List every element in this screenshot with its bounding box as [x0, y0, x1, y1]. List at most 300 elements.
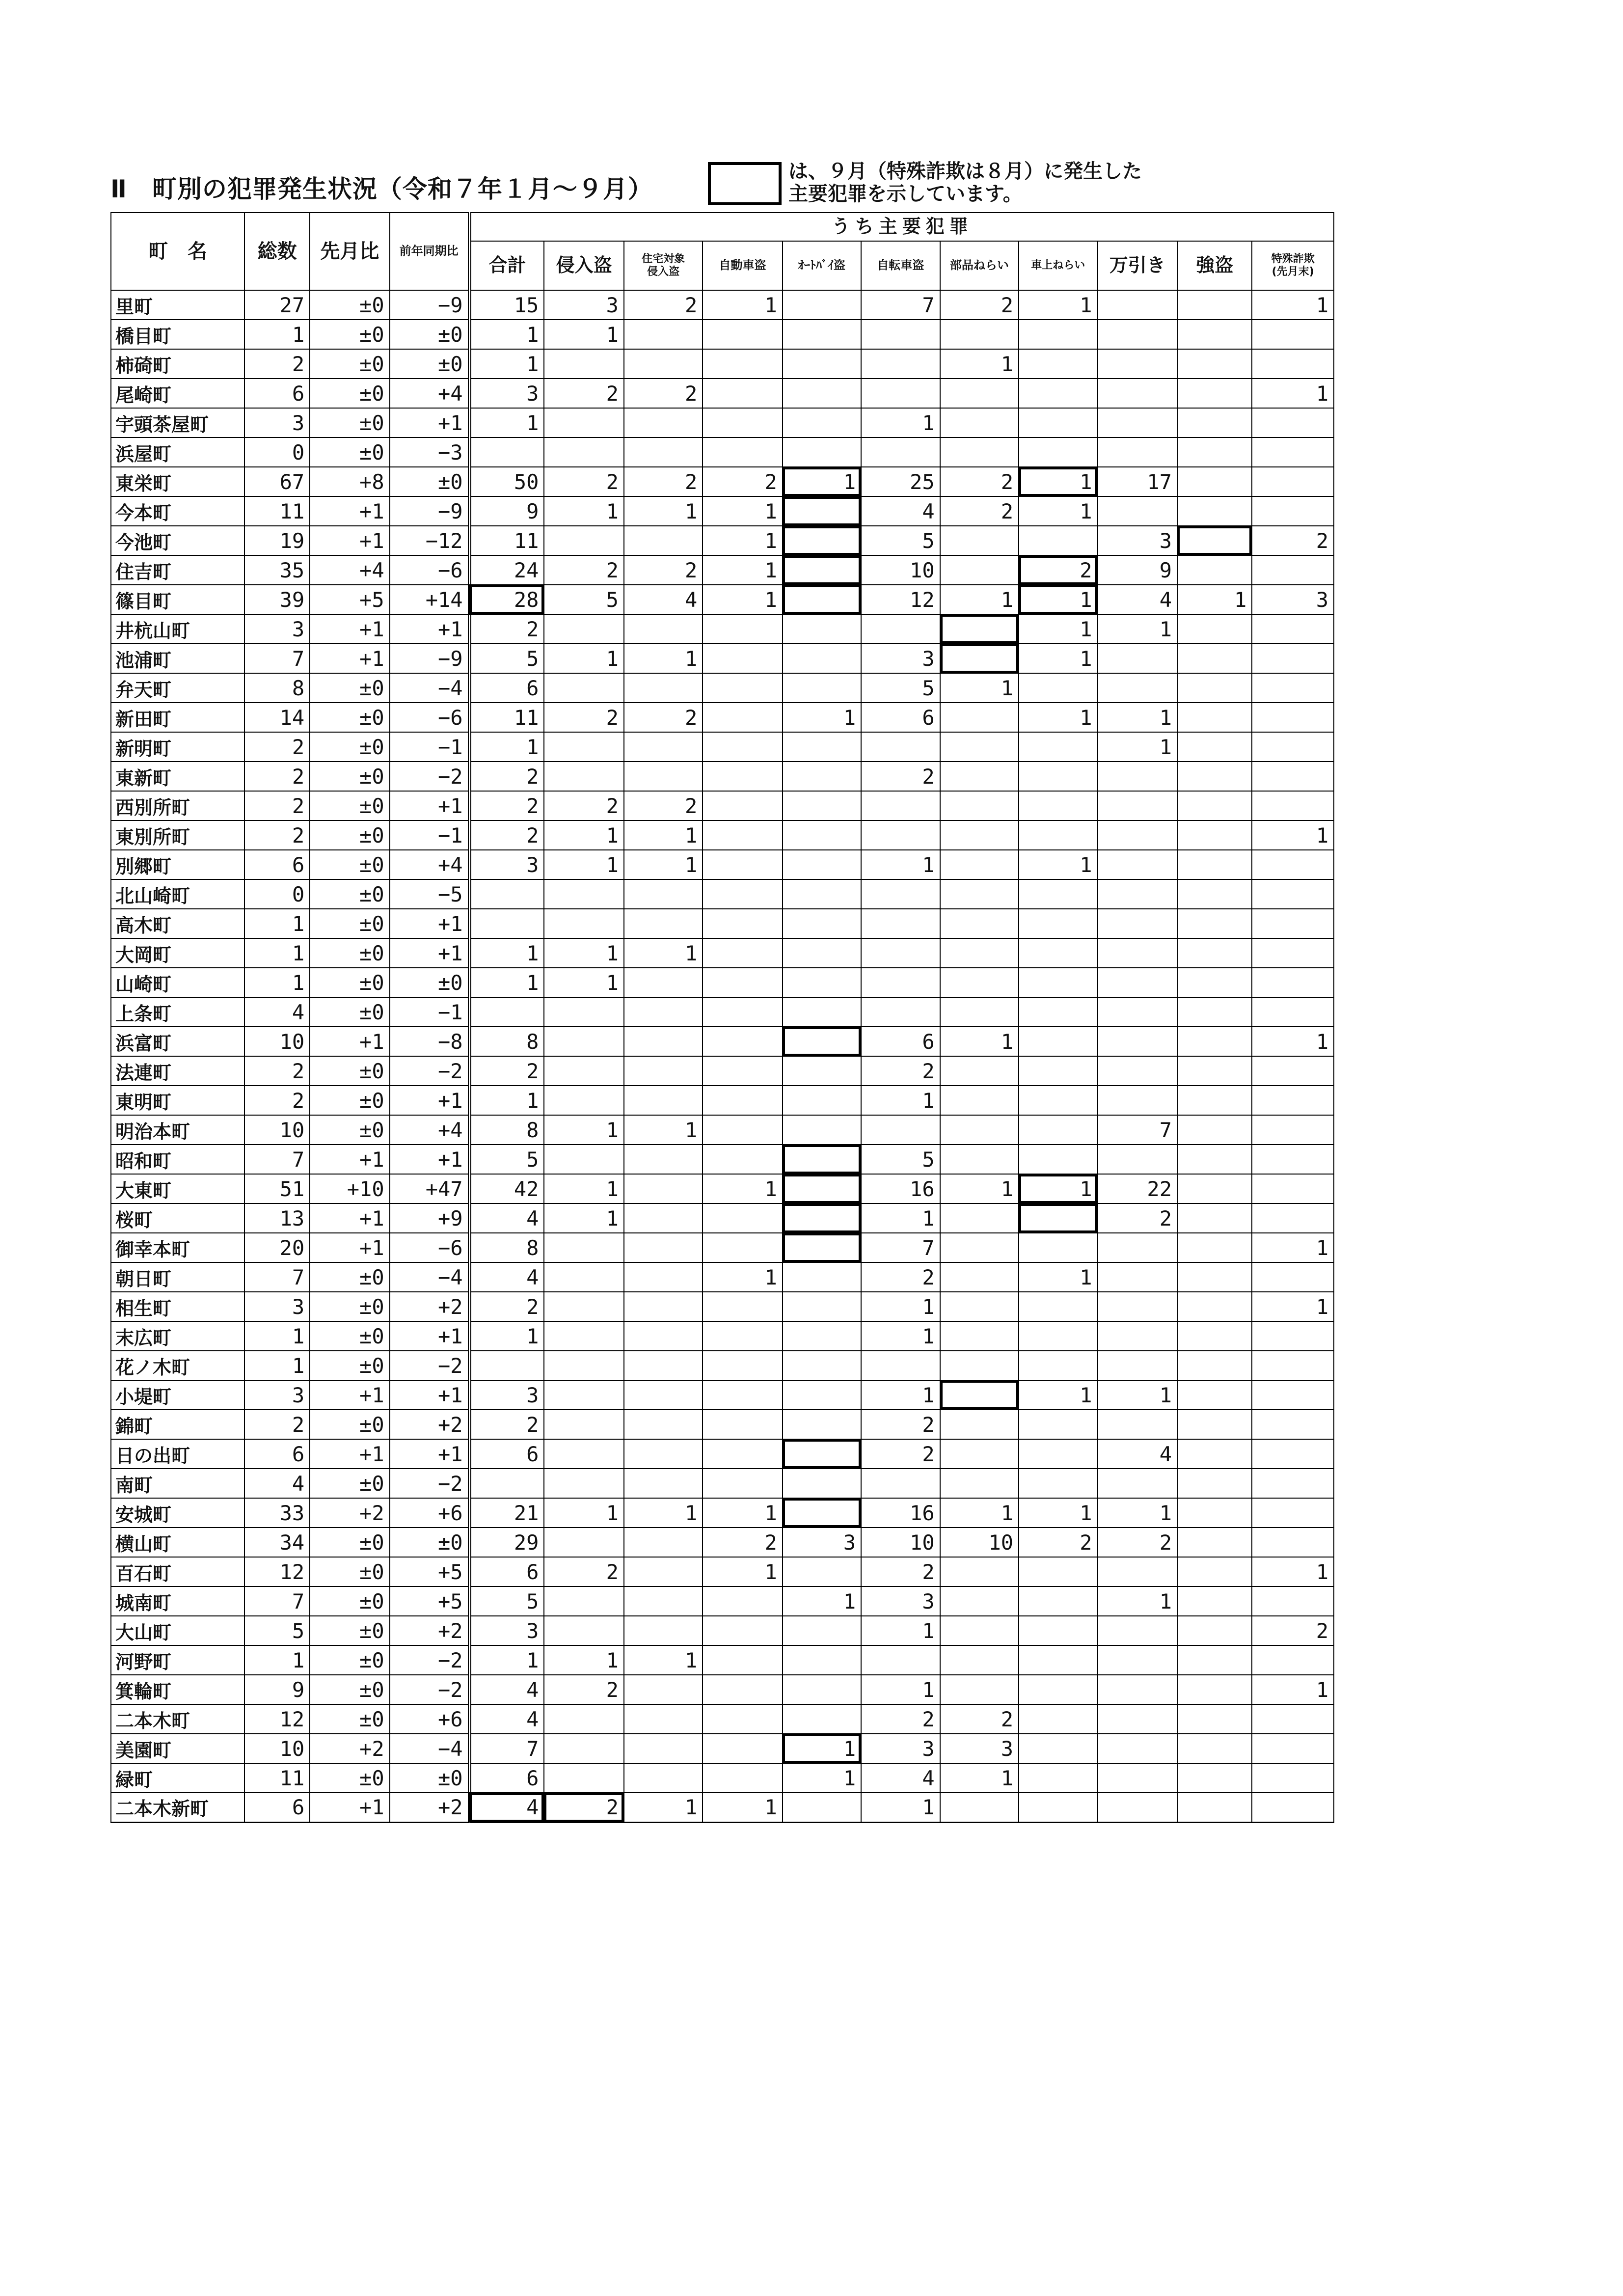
cell-value: +5 [310, 585, 389, 614]
cell-value: 1 [861, 1203, 940, 1233]
cell-value [1098, 1645, 1177, 1675]
cell-value: 1 [544, 820, 623, 850]
cell-value [544, 1086, 623, 1115]
cell-value [624, 1233, 703, 1262]
cell-value: 3 [861, 1586, 940, 1616]
town-name: 美園町 [111, 1734, 244, 1763]
cell-value: 1 [783, 1763, 861, 1793]
cell-value [1252, 496, 1334, 526]
cell-value: 8 [469, 1115, 544, 1145]
cell-value [703, 1439, 782, 1469]
cell-value: −6 [390, 1233, 469, 1262]
cell-value [1019, 349, 1097, 379]
cell-value [1177, 997, 1252, 1027]
cell-value [544, 1233, 623, 1262]
cell-value: +2 [310, 1734, 389, 1763]
cell-value: 22 [1098, 1174, 1177, 1203]
cell-value: +4 [390, 1115, 469, 1145]
table-row [111, 1439, 1334, 1469]
cell-value [703, 1734, 782, 1763]
cell-value [940, 1115, 1019, 1145]
cell-value [544, 1351, 623, 1380]
cell-value: ±0 [310, 408, 389, 437]
cell-value: +1 [390, 408, 469, 437]
cell-value [1177, 1498, 1252, 1528]
town-name: 大山町 [111, 1616, 244, 1645]
cell-value: 3 [469, 1380, 544, 1410]
cell-value [624, 1469, 703, 1498]
cell-value: 2 [469, 1292, 544, 1321]
cell-value: 1 [244, 938, 310, 968]
cell-value: 4 [469, 1704, 544, 1734]
cell-value [1098, 1793, 1177, 1822]
table-row [111, 1586, 1334, 1616]
cell-value [940, 1203, 1019, 1233]
cell-value: 1 [940, 1763, 1019, 1793]
cell-value: 7 [244, 1145, 310, 1174]
cell-value [1019, 379, 1097, 408]
cell-value: +6 [390, 1704, 469, 1734]
cell-value [1098, 437, 1177, 467]
cell-value [1252, 673, 1334, 703]
cell-value: 14 [244, 703, 310, 732]
cell-value: 3 [861, 644, 940, 673]
cell-value [783, 1645, 861, 1675]
table-row [111, 1793, 1334, 1822]
cell-value [624, 732, 703, 762]
cell-value: 1 [544, 1115, 623, 1145]
cell-value: 1 [544, 496, 623, 526]
cell-value: 2 [544, 791, 623, 820]
cell-value: 1 [1019, 1380, 1097, 1410]
town-name: 桜町 [111, 1203, 244, 1233]
cell-value: 1 [244, 1645, 310, 1675]
cell-value [1177, 320, 1252, 349]
table-row [111, 1410, 1334, 1439]
cell-value [1252, 850, 1334, 879]
cell-value [1098, 1763, 1177, 1793]
table-row [111, 703, 1334, 732]
table-header [111, 213, 1334, 290]
cell-value: 3 [1098, 526, 1177, 555]
cell-value: 1 [703, 1557, 782, 1586]
cell-value: 3 [940, 1734, 1019, 1763]
cell-value: 1 [624, 1793, 703, 1822]
cell-value [544, 1027, 623, 1056]
cell-value: +1 [310, 614, 389, 644]
cell-value: 1 [624, 1645, 703, 1675]
cell-value [1177, 379, 1252, 408]
cell-value: 1 [544, 320, 623, 349]
cell-value: 6 [244, 850, 310, 879]
town-name: 西別所町 [111, 791, 244, 820]
cell-value [1098, 644, 1177, 673]
cell-value [1098, 909, 1177, 938]
cell-value: 1 [703, 496, 782, 526]
cell-value [940, 1321, 1019, 1351]
cell-value [940, 408, 1019, 437]
town-name: 相生町 [111, 1292, 244, 1321]
table-row [111, 1763, 1334, 1793]
cell-value: 1 [1252, 1675, 1334, 1704]
cell-value: 1 [703, 1262, 782, 1292]
cell-value: 1 [1098, 614, 1177, 644]
cell-value: +2 [390, 1410, 469, 1439]
cell-value [783, 1498, 861, 1528]
table-row [111, 379, 1334, 408]
cell-value [783, 1380, 861, 1410]
cell-value [861, 1351, 940, 1380]
cell-value [1252, 968, 1334, 997]
cell-value [703, 1056, 782, 1086]
table-row [111, 1704, 1334, 1734]
cell-value [1019, 1233, 1097, 1262]
town-name: 法連町 [111, 1056, 244, 1086]
cell-value [1019, 1351, 1097, 1380]
cell-value [1177, 1086, 1252, 1115]
cell-value [861, 379, 940, 408]
cell-value [1019, 1763, 1097, 1793]
cell-value [544, 1469, 623, 1498]
cell-value: 3 [544, 290, 623, 320]
cell-value [544, 762, 623, 791]
cell-value [624, 1734, 703, 1763]
cell-value [1098, 320, 1177, 349]
cell-value: 1 [861, 1675, 940, 1704]
cell-value: +1 [390, 1380, 469, 1410]
header-sub-10: 特殊詐欺 (先月末) [1252, 241, 1334, 290]
cell-value: 21 [469, 1498, 544, 1528]
cell-value: ±0 [310, 1528, 389, 1557]
cell-value: 15 [469, 290, 544, 320]
cell-value: +1 [390, 1145, 469, 1174]
cell-value: 1 [703, 555, 782, 585]
town-name: 城南町 [111, 1586, 244, 1616]
header-sub-4: ｵｰﾄﾊﾞｲ盗 [783, 241, 861, 290]
header-yoy-diff: 前年同期比 [390, 213, 469, 290]
cell-value: 2 [624, 791, 703, 820]
cell-value: +1 [390, 614, 469, 644]
header-month-diff: 先月比 [310, 213, 389, 290]
town-name: 二本木町 [111, 1704, 244, 1734]
cell-value: 1 [469, 320, 544, 349]
cell-value: +1 [310, 644, 389, 673]
cell-value [703, 644, 782, 673]
cell-value [940, 555, 1019, 585]
cell-value: 1 [1019, 850, 1097, 879]
cell-value: ±0 [310, 1557, 389, 1586]
cell-value [1098, 1410, 1177, 1439]
cell-value [861, 614, 940, 644]
cell-value: 9 [1098, 555, 1177, 585]
cell-value: 11 [244, 496, 310, 526]
town-name: 新田町 [111, 703, 244, 732]
cell-value [1252, 1439, 1334, 1469]
cell-value: ±0 [310, 1056, 389, 1086]
cell-value: 3 [244, 408, 310, 437]
cell-value [1177, 290, 1252, 320]
cell-value [703, 379, 782, 408]
cell-value: 5 [544, 585, 623, 614]
cell-value [940, 1793, 1019, 1822]
cell-value [940, 938, 1019, 968]
cell-value: 6 [244, 1793, 310, 1822]
cell-value: −2 [390, 1469, 469, 1498]
cell-value: 1 [1019, 703, 1097, 732]
cell-value [1252, 1498, 1334, 1528]
cell-value [703, 1586, 782, 1616]
cell-value: 3 [244, 1380, 310, 1410]
cell-value [544, 526, 623, 555]
cell-value [1252, 1145, 1334, 1174]
cell-value [469, 1469, 544, 1498]
header-sub-7: 車上ねらい [1019, 241, 1097, 290]
cell-value: 1 [544, 850, 623, 879]
cell-value [1252, 1351, 1334, 1380]
cell-value: ±0 [390, 1528, 469, 1557]
cell-value [1019, 1469, 1097, 1498]
cell-value [1177, 1203, 1252, 1233]
cell-value [1019, 1616, 1097, 1645]
cell-value: 10 [861, 1528, 940, 1557]
town-name: 百石町 [111, 1557, 244, 1586]
cell-value: 2 [861, 1439, 940, 1469]
cell-value: 2 [544, 1793, 623, 1822]
cell-value [783, 408, 861, 437]
cell-value: ±0 [310, 1469, 389, 1498]
cell-value: 1 [544, 1174, 623, 1203]
cell-value: −1 [390, 997, 469, 1027]
cell-value [1098, 496, 1177, 526]
table-row [111, 1203, 1334, 1233]
cell-value [703, 349, 782, 379]
table-row [111, 1292, 1334, 1321]
cell-value: +1 [390, 791, 469, 820]
cell-value: ±0 [310, 1115, 389, 1145]
cell-value [1177, 349, 1252, 379]
cell-value: ±0 [310, 1292, 389, 1321]
cell-value [940, 1410, 1019, 1439]
cell-value [703, 673, 782, 703]
cell-value [1252, 1086, 1334, 1115]
cell-value [1177, 1645, 1252, 1675]
cell-value [544, 1380, 623, 1410]
cell-value [703, 732, 782, 762]
cell-value [1177, 1351, 1252, 1380]
cell-value: ±0 [310, 1410, 389, 1439]
cell-value: 2 [624, 290, 703, 320]
cell-value: 1 [783, 1586, 861, 1616]
cell-value: 9 [244, 1675, 310, 1704]
cell-value [1252, 1645, 1334, 1675]
cell-value [1252, 1203, 1334, 1233]
cell-value [940, 791, 1019, 820]
cell-value [624, 673, 703, 703]
cell-value [703, 791, 782, 820]
cell-value: 5 [469, 644, 544, 673]
table-row [111, 997, 1334, 1027]
cell-value [1177, 1557, 1252, 1586]
cell-value: 5 [469, 1145, 544, 1174]
cell-value [624, 1027, 703, 1056]
cell-value [544, 1439, 623, 1469]
cell-value: 35 [244, 555, 310, 585]
cell-value: +5 [390, 1586, 469, 1616]
cell-value: 1 [861, 1321, 940, 1351]
table-row [111, 1262, 1334, 1292]
cell-value [1098, 673, 1177, 703]
cell-value [624, 1262, 703, 1292]
header-sub-3: 自動車盗 [703, 241, 782, 290]
cell-value: 1 [469, 1086, 544, 1115]
header-sub-5: 自転車盗 [861, 241, 940, 290]
cell-value [624, 1704, 703, 1734]
cell-value [1177, 732, 1252, 762]
cell-value [1019, 673, 1097, 703]
cell-value: +1 [310, 1439, 389, 1469]
cell-value: 16 [861, 1498, 940, 1528]
cell-value [1098, 820, 1177, 850]
cell-value [1098, 408, 1177, 437]
cell-value [1252, 1115, 1334, 1145]
cell-value [703, 762, 782, 791]
cell-value: 1 [244, 968, 310, 997]
cell-value: +1 [310, 496, 389, 526]
cell-value: 12 [244, 1557, 310, 1586]
cell-value: ±0 [310, 1351, 389, 1380]
cell-value [624, 320, 703, 349]
cell-value: 2 [244, 762, 310, 791]
cell-value: ±0 [310, 1645, 389, 1675]
cell-value [861, 909, 940, 938]
town-name: 井杭山町 [111, 614, 244, 644]
cell-value: ±0 [310, 1675, 389, 1704]
cell-value [861, 732, 940, 762]
cell-value: 2 [244, 1056, 310, 1086]
cell-value: 5 [469, 1586, 544, 1616]
cell-value [1177, 555, 1252, 585]
cell-value [783, 673, 861, 703]
cell-value [703, 909, 782, 938]
cell-value: 1 [244, 1321, 310, 1351]
cell-value: 4 [469, 1675, 544, 1704]
cell-value: 1 [624, 820, 703, 850]
header-sub-2: 住宅対象 侵入盗 [624, 241, 703, 290]
cell-value [1019, 1086, 1097, 1115]
cell-value: −3 [390, 437, 469, 467]
cell-value [783, 644, 861, 673]
cell-value: −2 [390, 1056, 469, 1086]
cell-value: 2 [624, 555, 703, 585]
cell-value: 1 [544, 1203, 623, 1233]
cell-value [1177, 1233, 1252, 1262]
cell-value: 1 [783, 1734, 861, 1763]
table-row [111, 349, 1334, 379]
town-name: 昭和町 [111, 1145, 244, 1174]
cell-value [940, 1233, 1019, 1262]
cell-value: 6 [244, 379, 310, 408]
cell-value: +2 [390, 1793, 469, 1822]
cell-value [1019, 968, 1097, 997]
cell-value: 4 [861, 496, 940, 526]
cell-value [1177, 1115, 1252, 1145]
cell-value [703, 1145, 782, 1174]
cell-value [1019, 1439, 1097, 1469]
town-name: 二本木新町 [111, 1793, 244, 1822]
cell-value [1252, 762, 1334, 791]
cell-value [544, 732, 623, 762]
cell-value [1098, 1616, 1177, 1645]
cell-value: 5 [244, 1616, 310, 1645]
cell-value [1019, 437, 1097, 467]
cell-value: ±0 [310, 879, 389, 909]
cell-value: 5 [861, 526, 940, 555]
table-row [111, 320, 1334, 349]
cell-value: 2 [544, 1675, 623, 1704]
cell-value [783, 968, 861, 997]
table-row [111, 1557, 1334, 1586]
cell-value: 3 [469, 850, 544, 879]
cell-value: 2 [1252, 1616, 1334, 1645]
cell-value [1098, 1321, 1177, 1351]
cell-value [1252, 791, 1334, 820]
cell-value: ±0 [390, 349, 469, 379]
cell-value [1252, 938, 1334, 968]
town-name: 宇頭茶屋町 [111, 408, 244, 437]
header-major-crimes: うち主要犯罪 [469, 213, 1334, 241]
table-row [111, 938, 1334, 968]
cell-value [1252, 1056, 1334, 1086]
cell-value: ±0 [310, 997, 389, 1027]
cell-value: 33 [244, 1498, 310, 1528]
cell-value [703, 820, 782, 850]
cell-value: 2 [940, 290, 1019, 320]
cell-value [469, 909, 544, 938]
town-name: 今池町 [111, 526, 244, 555]
table-row [111, 1469, 1334, 1498]
cell-value [861, 1645, 940, 1675]
cell-value: 10 [861, 555, 940, 585]
table-row [111, 762, 1334, 791]
cell-value [1019, 762, 1097, 791]
cell-value [1019, 1586, 1097, 1616]
cell-value: 8 [469, 1233, 544, 1262]
cell-value: 1 [1098, 1586, 1177, 1616]
cell-value: 19 [244, 526, 310, 555]
cell-value: 6 [469, 673, 544, 703]
cell-value [1252, 1321, 1334, 1351]
cell-value [1177, 1734, 1252, 1763]
cell-value: 42 [469, 1174, 544, 1203]
cell-value: ±0 [310, 1616, 389, 1645]
cell-value [1177, 1704, 1252, 1734]
cell-value: 1 [624, 1498, 703, 1528]
cell-value [624, 879, 703, 909]
cell-value: 34 [244, 1528, 310, 1557]
cell-value [783, 1410, 861, 1439]
cell-value: 25 [861, 467, 940, 496]
cell-value: +1 [390, 909, 469, 938]
cell-value: +6 [390, 1498, 469, 1528]
cell-value [940, 1351, 1019, 1380]
cell-value [1177, 644, 1252, 673]
cell-value: 1 [624, 496, 703, 526]
cell-value: 1 [940, 585, 1019, 614]
cell-value [703, 320, 782, 349]
cell-value: 10 [244, 1115, 310, 1145]
cell-value: 4 [244, 997, 310, 1027]
cell-value: −9 [390, 496, 469, 526]
